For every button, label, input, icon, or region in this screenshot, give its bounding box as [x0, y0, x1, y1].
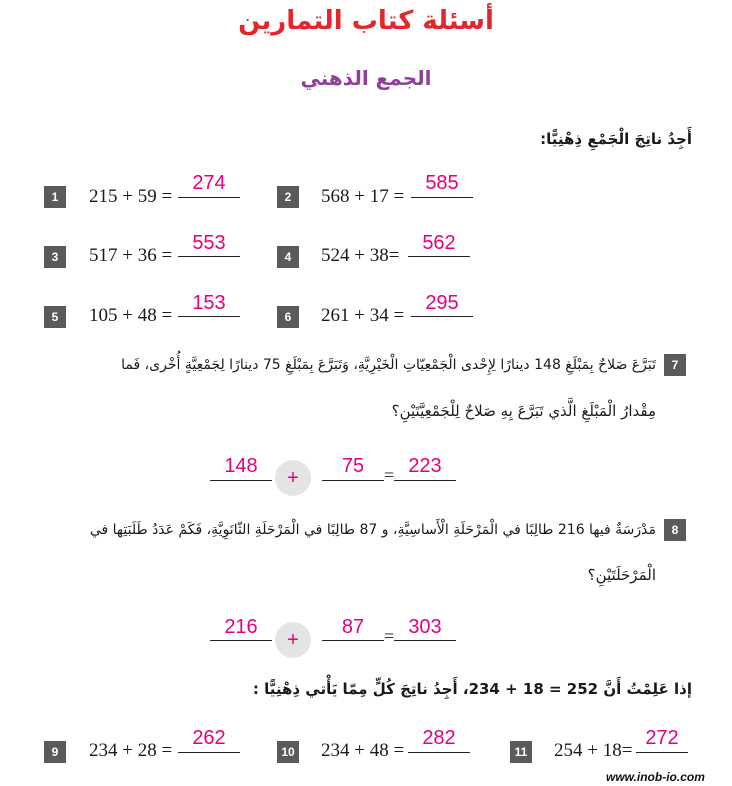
answer-line — [411, 197, 473, 198]
exercise-expression: 261 + 34 = — [321, 305, 405, 326]
exercise-expression: 234 + 48 = — [321, 740, 405, 761]
plus-sign-circle: + — [275, 622, 311, 658]
answer-line — [408, 256, 470, 257]
exercise-expression: 105 + 48 = — [89, 305, 173, 326]
exercise-number-badge: 11 — [510, 741, 532, 763]
answer-line — [178, 752, 240, 753]
exercise-expression: 517 + 36 = — [89, 245, 173, 266]
exercise-expression: 234 + 28 = — [89, 740, 173, 761]
exercise-answer: 272 — [645, 727, 679, 749]
problem-number-badge: 8 — [664, 519, 686, 541]
answer-line — [322, 480, 384, 481]
page-title: أسئلة كتاب التمارين — [238, 6, 494, 36]
exercise-expression: 568 + 17 = — [321, 186, 405, 207]
answer-line — [178, 316, 240, 317]
addend-answer: 216 — [224, 616, 258, 638]
exercise-answer: 282 — [422, 727, 456, 749]
exercise-number-badge: 4 — [277, 246, 299, 268]
equals-sign: = — [384, 626, 395, 646]
footer-website: www.inob-io.com — [606, 770, 705, 784]
answer-line — [394, 480, 456, 481]
exercise-answer: 262 — [192, 727, 226, 749]
addend-answer: 87 — [341, 616, 365, 638]
problem-text-line: مِقْدارُ الْمَبْلَغِ الَّذي تَبَرَّعَ بِهِ صَلاحٌ لِلْجَمْعِيَّتَيْنِ؟ — [391, 402, 656, 420]
problem-text-line: مَدْرَسَةٌ فيها 216 طالِبًا في الْمَرْحَلَةِ الْأَساسِيَّةِ، و 87 طالِبًا في الْمَرْحَلَةِ الثّانَوِيَّةِ، فَكَمْ عَدَدُ طَلَبَتِها في — [89, 522, 656, 538]
section-subtitle: الجمع الذهني — [300, 66, 432, 90]
problem-text-line: الْمَرْحَلَتَيْنِ؟ — [587, 566, 656, 584]
answer-line — [322, 640, 384, 641]
result-answer: 303 — [408, 616, 442, 638]
exercise-answer: 295 — [425, 292, 459, 314]
exercise-number-badge: 3 — [44, 246, 66, 268]
exercise-expression: 524 + 38= — [321, 245, 400, 266]
plus-sign-circle: + — [275, 460, 311, 496]
exercise-answer: 585 — [425, 172, 459, 194]
answer-line — [178, 197, 240, 198]
exercise-answer: 553 — [192, 232, 226, 254]
exercise-answer: 562 — [422, 232, 456, 254]
addend-answer: 148 — [224, 455, 258, 477]
problem-text-line: تَبَرَّعَ صَلاحٌ بِمَبْلَغِ 148 دينارًا لِإِحْدى الْجَمْعِيّاتِ الْخَيْرِيَّةِ، وَتَبَرَّعَ بِمَبْلَغِ 75 دينارًا لِجَمْعِيَّةٍ أُخْرى، فَما — [121, 357, 656, 373]
instruction-mental-addition: أَجِدُ ناتِجَ الْجَمْعِ ذِهْنِيًّا: — [540, 130, 692, 148]
exercise-number-badge: 2 — [277, 186, 299, 208]
exercise-number-badge: 9 — [44, 741, 66, 763]
answer-line — [636, 752, 688, 753]
instruction-given-sum: إذا عَلِمْتُ أَنَّ 252 = 18 + 234، أَجِدُ ناتِجَ كُلٍّ مِمّا يَأْتي ذِهْنِيًّا : — [252, 680, 692, 698]
addend-answer: 75 — [341, 455, 365, 477]
exercise-number-badge: 1 — [44, 186, 66, 208]
answer-line — [411, 316, 473, 317]
exercise-answer: 274 — [192, 172, 226, 194]
answer-line — [210, 640, 272, 641]
exercise-number-badge: 10 — [277, 741, 299, 763]
answer-line — [178, 256, 240, 257]
answer-line — [394, 640, 456, 641]
problem-number-badge: 7 — [664, 354, 686, 376]
answer-line — [210, 480, 272, 481]
exercise-answer: 153 — [192, 292, 226, 314]
exercise-number-badge: 5 — [44, 306, 66, 328]
exercise-expression: 215 + 59 = — [89, 186, 173, 207]
equals-sign: = — [384, 465, 395, 485]
answer-line — [408, 752, 470, 753]
exercise-number-badge: 6 — [277, 306, 299, 328]
result-answer: 223 — [408, 455, 442, 477]
exercise-expression: 254 + 18= — [554, 740, 633, 761]
